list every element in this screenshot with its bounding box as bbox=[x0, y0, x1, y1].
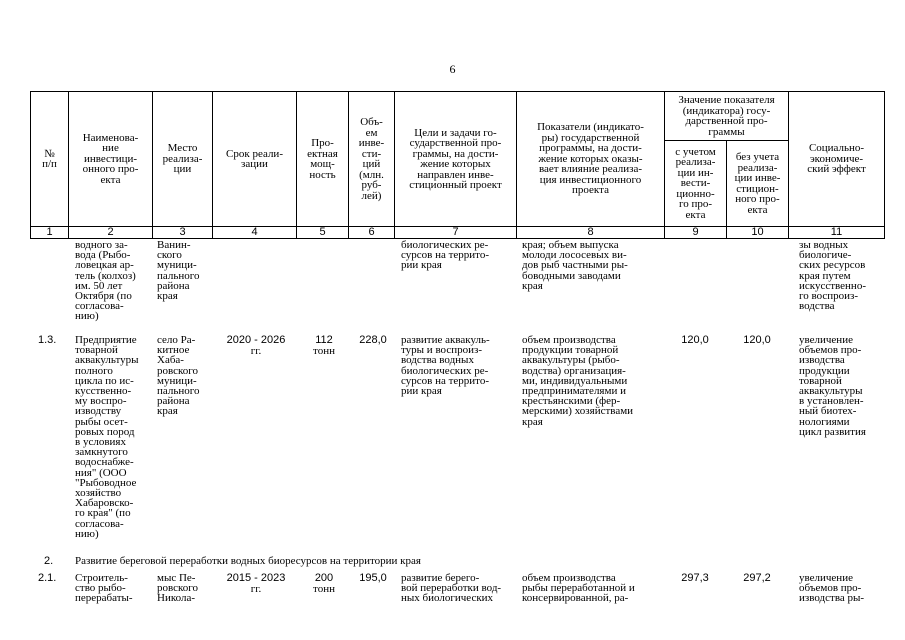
row-1-3-name: Предприятие товарной аквакультуры полного цикла по ис- кусственно- му воспро- изводству рыбы осет- ровых пород в условиях замкнутого водоснабже- ния" (ООО "Рыбоводное хозяйство Хабаровско- го края" (по согласова- нию) bbox=[75, 334, 139, 540]
continuation-indicators: края; объем выпуска молоди лососевых ви- дов рыб частными ры- боводными заводами края bbox=[522, 239, 628, 292]
row-1-3-with-project: 120,0 bbox=[681, 334, 709, 346]
row-2-1-name: Строитель- ство рыбо- перерабаты- bbox=[75, 572, 133, 605]
section-2-title: Развитие береговой переработки водных биоресурсов на территории края bbox=[75, 555, 421, 567]
column-number: 3 bbox=[153, 227, 213, 239]
table-header bbox=[30, 91, 885, 227]
row-2-1-place: мыс Пе- ровского Никола- bbox=[157, 572, 199, 605]
header-col-1: № п/п bbox=[31, 92, 69, 227]
header-col-2: Наименова- ние инвестици- онного про- екта bbox=[69, 92, 153, 227]
row-1-3-indicators: объем производства продукции товарной аквакультуры (рыбо- водства) организация- ми, индивидуальными предпринимателями и крестьянскими (фер- мерскими) хозяйствами края bbox=[522, 334, 634, 428]
header-col-6: Объ- ем инве- сти- ций (млн. руб- лей) bbox=[349, 92, 395, 227]
column-number: 6 bbox=[349, 227, 395, 239]
header-col-7: Цели и задачи го- сударственной про- граммы, на дости- жение которых направлен инве- стиционный проект bbox=[395, 92, 517, 227]
column-number: 4 bbox=[213, 227, 297, 239]
column-number: 10 bbox=[727, 227, 789, 239]
row-2-1-term: 2015 - 2023 bbox=[226, 572, 286, 584]
continuation-effect: зы водных биологиче- ских ресурсов края путем искусственно- го воспроиз- водства bbox=[799, 239, 866, 313]
continuation-name: водного за- вода (Рыбо- ловецкая ар- тель (колхоз) им. 50 лет Октября (по согласова- нию) bbox=[75, 239, 136, 323]
column-number: 9 bbox=[665, 227, 727, 239]
row-1-3-capacity-unit: тонн bbox=[313, 345, 335, 357]
column-number: 5 bbox=[297, 227, 349, 239]
section-2-number: 2. bbox=[44, 555, 54, 567]
header-col-3: Место реализа- ции bbox=[153, 92, 213, 227]
row-1-3-without-project: 120,0 bbox=[743, 334, 771, 346]
header-col-9-10-group: Значение показателя (индикатора) госу- дарственной про- граммы bbox=[665, 92, 789, 141]
row-2-1-indicators: объем производства рыбы переработанной и консервированной, ра- bbox=[522, 572, 635, 605]
header-col-4: Срок реали- зации bbox=[213, 92, 297, 227]
row-2-1-without-project: 297,2 bbox=[743, 572, 771, 584]
row-1-3-place: село Ра- китное Хаба- ровского муници- пального района края bbox=[157, 334, 200, 418]
page-number: 6 bbox=[449, 62, 456, 76]
row-2-1-capacity-unit: тонн bbox=[313, 583, 335, 595]
header-col-5: Про- ектная мощ- ность bbox=[297, 92, 349, 227]
column-number: 8 bbox=[517, 227, 665, 239]
row-2-1-term-unit: гг. bbox=[250, 583, 262, 595]
row-1-3-capacity: 112 bbox=[315, 334, 333, 346]
row-2-1-with-project: 297,3 bbox=[681, 572, 709, 584]
row-1-3-term: 2020 - 2026 bbox=[226, 334, 286, 346]
row-1-3-term-unit: гг. bbox=[250, 345, 262, 357]
row-2-1-capacity: 200 bbox=[314, 572, 334, 584]
continuation-place: Ванин- ского муници- пального района края bbox=[157, 239, 200, 303]
column-number: 1 bbox=[31, 227, 69, 239]
header-col-11: Социально- экономиче- ский эффект bbox=[789, 92, 885, 227]
row-1-3-investment: 228,0 bbox=[359, 334, 387, 346]
row-2-1-effect: увеличение объемов про- изводства ры- bbox=[799, 572, 865, 605]
row-1-3-effect: увеличение объемов про- изводства продукции товарной аквакультуры в установлен- ный биотех- нологиями цикл развития bbox=[799, 334, 866, 438]
column-number-row bbox=[30, 226, 885, 239]
row-1-3-number: 1.3. bbox=[38, 334, 57, 346]
column-number: 11 bbox=[789, 227, 885, 239]
row-2-1-investment: 195,0 bbox=[359, 572, 387, 584]
column-number: 7 bbox=[395, 227, 517, 239]
row-2-1-number: 2.1. bbox=[38, 572, 57, 584]
column-number: 2 bbox=[69, 227, 153, 239]
continuation-goals: биологических ре- сурсов на террито- рии края bbox=[401, 239, 489, 272]
header-col-8: Показатели (индикато- ры) государственной программы, на дости- жение которых оказы- вает влияние реализа- ция инвестиционного проекта bbox=[517, 92, 665, 227]
header-col-10: без учета реализа- ции инве- стицион- ного про- екта bbox=[727, 141, 789, 227]
row-1-3-goals: развитие аквакуль- туры и воспроиз- водства водных биологических ре- сурсов на террито- рии края bbox=[401, 334, 490, 398]
row-2-1-goals: развитие берего- вой переработки вод- ных биологических bbox=[401, 572, 502, 605]
header-col-9: с учетом реализа- ции ин- вести- ционно- го про- екта bbox=[665, 141, 727, 227]
